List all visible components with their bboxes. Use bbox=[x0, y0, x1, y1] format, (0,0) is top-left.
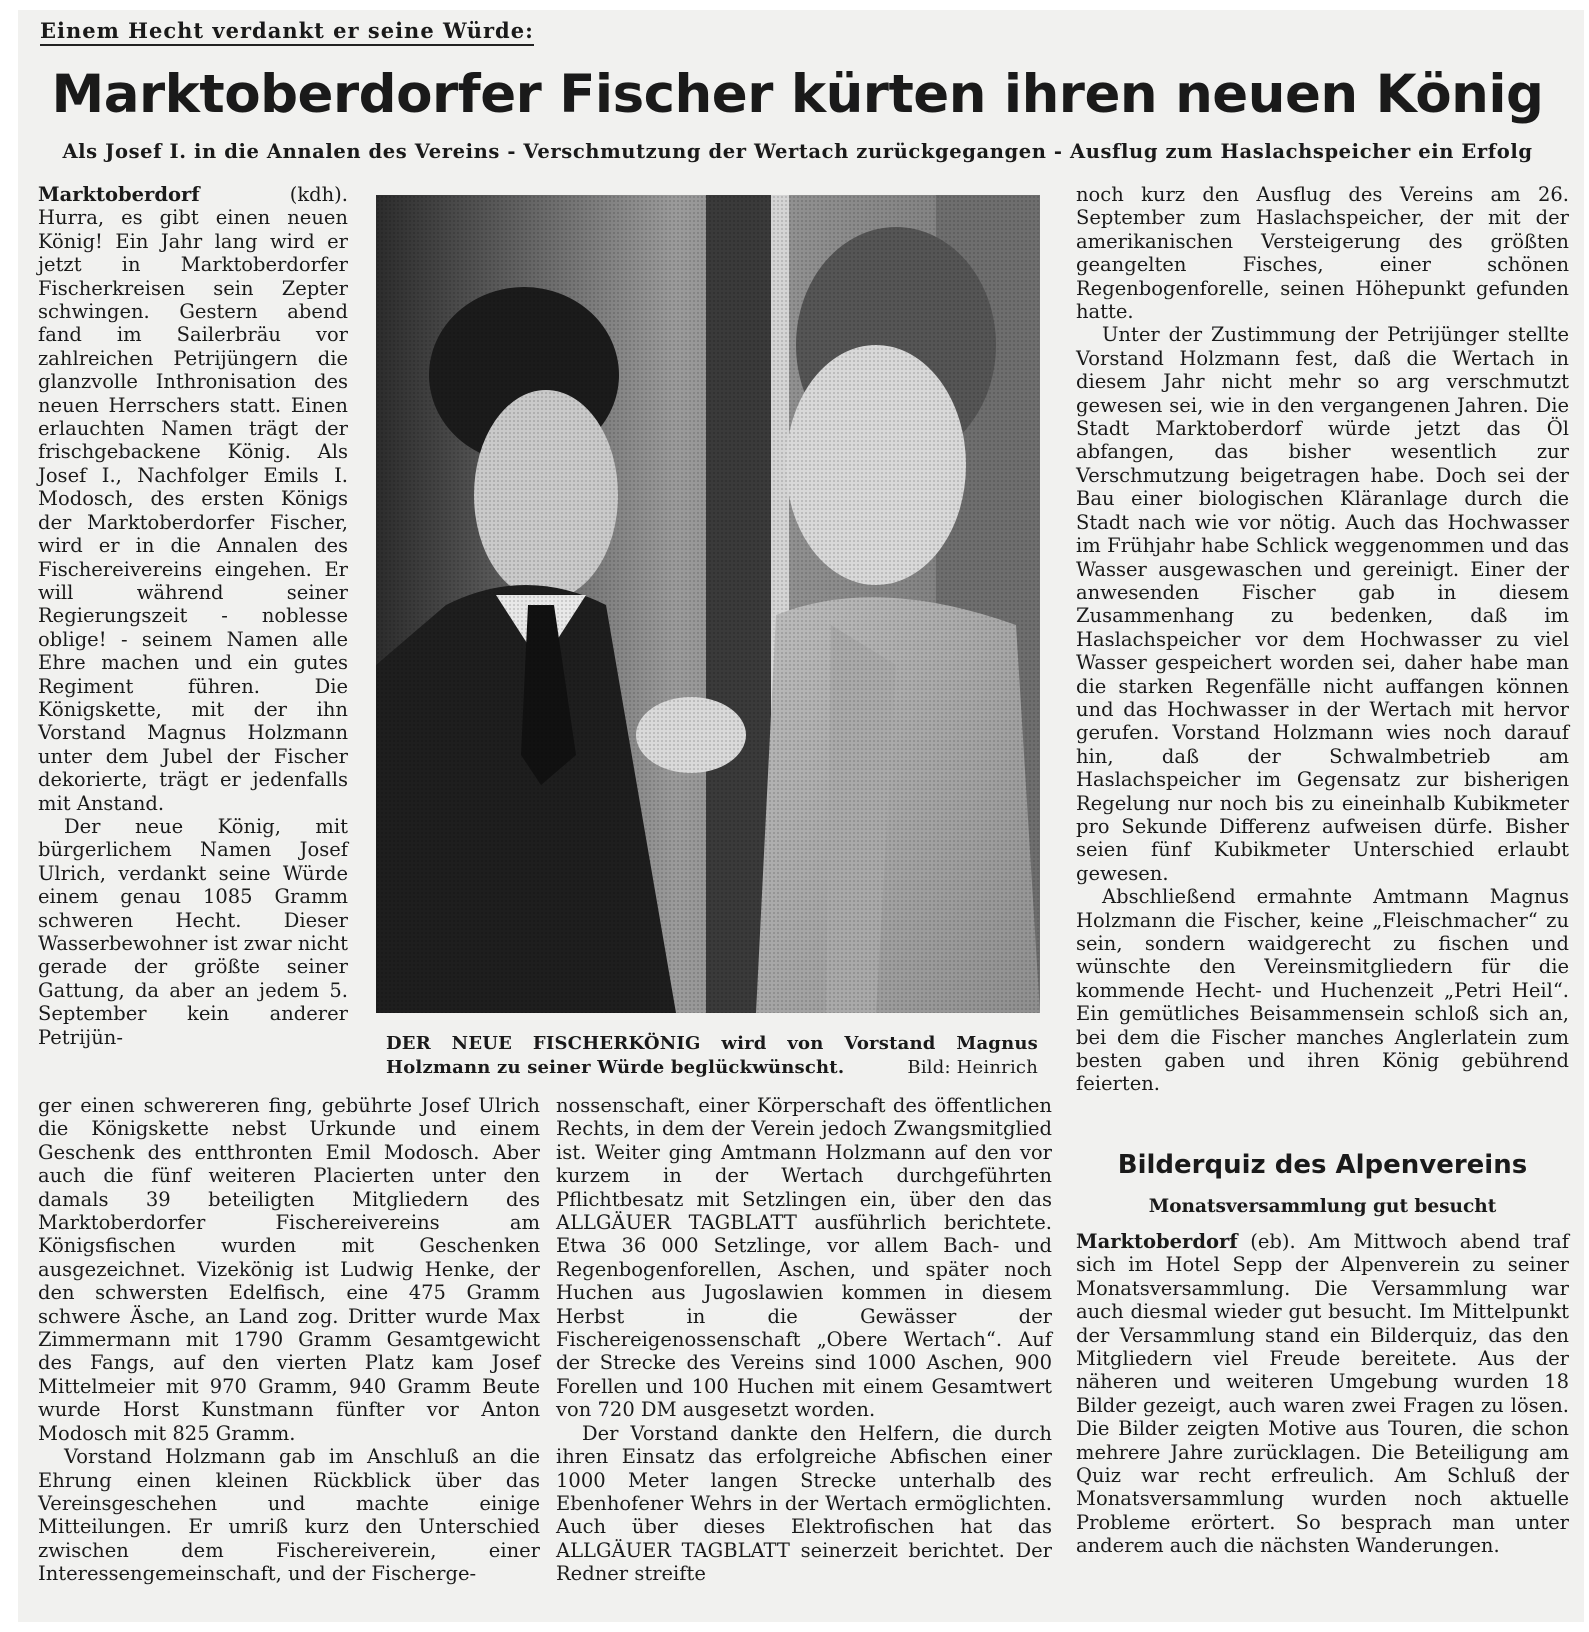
paragraph: Unter der Zustimmung der Petrijünger stellte Vorstand Holzmann fest, daß die Wertach in diesem Jahr nicht mehr so arg verschmutzt gewesen sei, wie in den vergangenen Jahren. Die Stadt Marktoberdorf würde jetzt das Öl abfangen, das bisher wesentlich zur Verschmutzung beigetragen habe. Doch sei der Bau einer biologischen Kläranlage durch die Stadt nach wie vor nötig. Auch das Hochwasser im Frühjahr habe Schlick weggenommen und das Wasser ausgewaschen und gereinigt. Einer der anwesenden Fischer gab in diesem Zusammenhang zu bedenken, daß im Haslachspeicher vor dem Hochwasser zu viel Wasser gespeichert worden sei, daher habe man die starken Regenfälle nicht auffangen können und das Hochwasser in der Wertach mit hervor gerufen. Vorstand Holzmann wies noch darauf hin, daß der Schwalmbetrieb am Haslachspeicher im Gegensatz zur bisherigen Regelung nur noch bis zu eineinhalb Kubikmeter pro Sekunde Differenz aufweisen dürfe. Bisher seien fünf Kubikmeter Unterschied erlaubt gewesen. bbox=[1076, 323, 1569, 885]
quiz-subheadline: Monatsversammlung gut besucht bbox=[1148, 1196, 1497, 1217]
subheadline: Als Josef I. in die Annalen des Vereins - Verschmutzung der Wertach zurückgegangen - Ausflug zum Haslachspeicher ein Erfolg bbox=[62, 140, 1533, 163]
paragraph bbox=[1076, 1230, 1569, 1558]
article-column-3 bbox=[1076, 183, 1569, 1096]
paragraph: Abschließend ermahnte Amtmann Magnus Holzmann die Fischer, keine „Fleischmacher“ zu sein, sondern waidgerecht zu fischen und wünschte den Vereinsmitgliedern für die kommende Hecht- und Huchenzeit „Petri Heil“. Ein gemütliches Beisammensein schloß sich an, bei dem die Fischer manches Anglerlatein zum besten gaben und ihren König gebührend feierten. bbox=[1076, 885, 1569, 1096]
paragraph: Vorstand Holzmann gab im Anschluß an die Ehrung einen kleinen Rückblick über das Vereinsgeschehen und machte einige Mitteilungen. Er umriß kurz den Unterschied zwischen dem Fischereiverein, einer Interessengemeinschaft, und der Fischerge- bbox=[38, 1445, 540, 1586]
paragraph: Der Vorstand dankte den Helfern, die durch ihren Einsatz das erfolgreiche Abfischen einer 1000 Meter langen Strecke unterhalb des Ebenhofener Wehrs in der Wertach ermöglichten. Auch über dieses Elektrofischen hat das ALLGÄUER TAGBLATT seinerzeit berichtet. Der Redner streifte bbox=[556, 1421, 1052, 1586]
byline: (kdh). bbox=[289, 183, 348, 206]
paragraph: nossenschaft, einer Körperschaft des öffentlichen Rechts, in dem der Verein jedoch Zwangsmitglied ist. Weiter ging Amtmann Holzmann auf den vor kurzem in der Wertach durchgeführten Pflichtbesatz mit Setzlingen ein, über den das ALLGÄUER TAGBLATT ausführlich berichtete. Etwa 36 000 Setzlinge, vor allem Bach- und Regenbogenforellen, Aschen, und später noch Huchen aus Jugoslawien kommen in diesem Herbst in die Gewässer der Fischereigenossenschaft „Obere Wertach“. Auf der Strecke des Vereins sind 1000 Aschen, 900 Forellen und 100 Huchen mit einem Gesamtwert von 720 DM ausgesetzt worden. bbox=[556, 1094, 1052, 1422]
photo-caption bbox=[386, 1032, 1038, 1080]
paragraph bbox=[38, 183, 348, 815]
headline: Marktoberdorfer Fischer kürten ihren neuen König bbox=[51, 64, 1544, 125]
paragraph: Der neue König, mit bürgerlichem Namen Josef Ulrich, verdankt seine Würde einem genau 1085 Gramm schweren Hecht. Dieser Wasserbewohner ist zwar nicht gerade der größte seiner Gattung, da aber an jedem 5. September kein anderer Petrijün- bbox=[38, 814, 348, 1049]
paragraph: noch kurz den Ausflug des Vereins am 26. September zum Haslachspeicher, der mit der amerikanischen Versteigerung des größten geangelten Fisches, einer schönen Regenbogenforelle, seinen Höhepunkt gefunden hatte. bbox=[1076, 183, 1569, 324]
photo-handshake bbox=[376, 195, 1040, 1013]
kicker: Einem Hecht verdankt er seine Würde: bbox=[40, 18, 534, 46]
caption-text: wird von Vorstand Magnus Holzmann zu seiner Würde beglückwünscht. bbox=[386, 1033, 1039, 1078]
caption-lead: DER NEUE FISCHERKÖNIG bbox=[386, 1033, 701, 1054]
quiz-byline: (eb). bbox=[1250, 1230, 1296, 1253]
article-column-1 bbox=[38, 183, 348, 1049]
quiz-headline: Bilderquiz des Alpenvereins bbox=[1117, 1150, 1528, 1180]
paragraph: ger einen schwereren fing, gebührte Josef Ulrich die Königskette nebst Urkunde und einem Geschenk des entthronten Emil Modosch. Aber auch die fünf weiteren Placierten unter den damals 39 beteiligten Mitgliedern des Marktoberdorfer Fischereivereins am Königsfischen wurden mit Geschenken ausgezeichnet. Vizekönig ist Ludwig Henke, der den schwersten Edelfisch, eine 475 Gramm schwere Äsche, an Land zog. Dritter wurde Max Zimmermann mit 1790 Gramm Gesamtgewicht des Fangs, auf den vierten Platz kam Josef Mittelmeier mit 970 Gramm, 940 Gramm Beute wurde Horst Kunstmann fünfter vor Anton Modosch mit 825 Gramm. bbox=[38, 1094, 540, 1445]
paragraph-text: Hurra, es gibt einen neuen König! Ein Jahr lang wird er jetzt in Marktoberdorfer Fischerkreisen sein Zepter schwingen. Gestern abend fand im Sailerbräu vor zahlreichen Petrijüngern die glanzvolle Inthronisation des neuen Herrschers statt. Einen erlauchten Namen trägt der frischgebackene König. Als Josef I., Nachfolger Emils I. Modosch, des ersten Königs der Marktoberdorfer Fischer, wird er in die Annalen des Fischereivereins eingehen. Er will während seiner Regierungszeit - noblesse oblige! - seinem Namen alle Ehre machen und ein gutes Regiment führen. Die Königskette, mit der ihn Vorstand Magnus Holzmann unter dem Jubel der Fischer dekorierte, trägt er jedenfalls mit Anstand. bbox=[38, 206, 348, 815]
article-column-2-lower bbox=[556, 1094, 1052, 1586]
quiz-article-body bbox=[1076, 1230, 1569, 1558]
photo-image bbox=[376, 195, 1040, 1013]
quiz-dateline: Marktoberdorf bbox=[1076, 1230, 1238, 1253]
photo-credit: Bild: Heinrich bbox=[907, 1057, 1038, 1078]
quiz-text: Am Mittwoch abend traf sich im Hotel Sepp der Alpenverein zu seiner Monatsversammlung. Die Versammlung war auch diesmal wieder gut besucht. Im Mittelpunkt der Versammlung stand ein Bilderquiz, das den Mitgliedern viel Freude bereitete. Aus der näheren und weiteren Umgebung wurden 18 Bilder gezeigt, auch waren zwei Fragen zu lösen. Die Bilder zeigten Motive aus Touren, die schon mehrere Jahre zurücklagen. Die Beteiligung am Quiz war recht erfreulich. Am Schluß der Monatsversammlung wurden noch aktuelle Probleme erörtert. So besprach man unter anderem auch die nächsten Wanderungen. bbox=[1076, 1230, 1569, 1558]
article-column-1-lower bbox=[38, 1094, 540, 1586]
dateline: Marktoberdorf bbox=[38, 183, 200, 206]
